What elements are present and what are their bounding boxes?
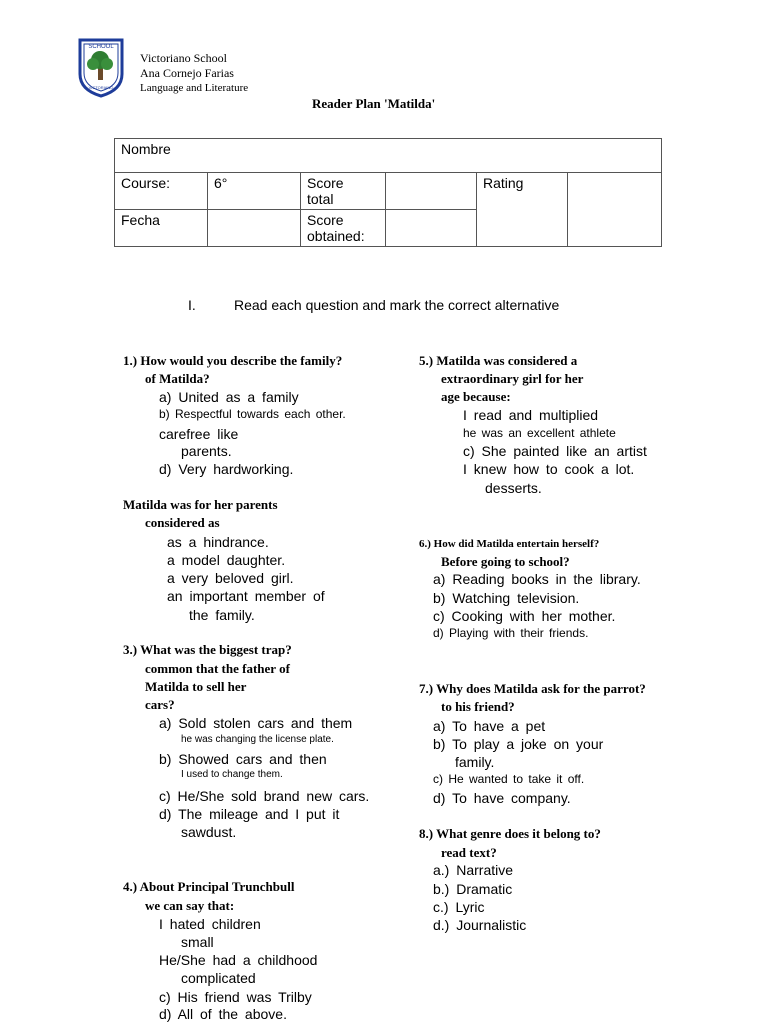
q4-option-c[interactable]: c) His friend was Trilby [159, 989, 312, 1005]
q2-option-b[interactable]: a model daughter. [167, 552, 286, 568]
q6-option-c[interactable]: c) Cooking with her mother. [433, 608, 616, 624]
q6-option-a[interactable]: a) Reading books in the library. [433, 571, 641, 587]
q8-option-a[interactable]: a.) Narrative [433, 862, 514, 878]
q8-option-d[interactable]: d.) Journalistic [433, 917, 527, 933]
q5-option-c[interactable]: c) She painted like an artist [463, 443, 647, 459]
school-name: Victoriano School [140, 51, 227, 65]
section-numeral: I. [188, 297, 196, 313]
fecha-field[interactable] [208, 210, 301, 247]
q6-option-d[interactable]: d) Playing with their friends. [433, 626, 589, 640]
score-total-label: Score total [301, 173, 386, 210]
teacher-name: Ana Cornejo Farias [140, 66, 234, 80]
q2-option-c[interactable]: a very beloved girl. [167, 570, 294, 586]
q1-option-d[interactable]: d) Very hardworking. [159, 461, 294, 477]
page-title: Reader Plan 'Matilda' [312, 96, 436, 111]
q1-option-b[interactable]: b) Respectful towards each other. [159, 407, 346, 421]
q4-option-b[interactable]: He/She had a childhood [159, 952, 318, 968]
q3-option-c[interactable]: c) He/She sold brand new cars. [159, 788, 370, 804]
rating-field[interactable] [568, 173, 662, 247]
q5-option-d[interactable]: I knew how to cook a lot. [463, 461, 635, 477]
q8-option-c[interactable]: c.) Lyric [433, 899, 485, 915]
score-obtained-field[interactable] [386, 210, 477, 247]
q5-option-a[interactable]: I read and multiplied [463, 407, 599, 423]
course-label: Course: [115, 173, 208, 210]
course-value: 6° [208, 173, 301, 210]
q7-option-d[interactable]: d) To have company. [433, 790, 571, 806]
q7-option-c[interactable]: c) He wanted to take it off. [433, 772, 585, 786]
rating-label: Rating [477, 173, 568, 247]
fecha-label: Fecha [115, 210, 208, 247]
svg-text:VICTORIANO: VICTORIANO [88, 85, 114, 90]
q5-option-b[interactable]: he was an excellent athlete [463, 426, 616, 440]
score-total-field[interactable] [386, 173, 477, 210]
q4-option-d[interactable]: d) All of the above. [159, 1006, 287, 1022]
section-instruction: Read each question and mark the correct alternative [234, 297, 560, 313]
student-info-table [114, 138, 662, 247]
school-logo [78, 38, 124, 98]
svg-text:SCHOOL: SCHOOL [88, 44, 114, 50]
q7-option-b[interactable]: b) To play a joke on your [433, 736, 604, 752]
subject-name: Language and Literature [140, 82, 249, 94]
q8-option-b[interactable]: b.) Dramatic [433, 881, 513, 897]
q2-option-a[interactable]: as a hindrance. [167, 534, 269, 550]
score-obtained-label: Score obtained: [301, 210, 386, 247]
nombre-field[interactable]: Nombre [115, 139, 662, 173]
q6-option-b[interactable]: b) Watching television. [433, 590, 580, 606]
q3-option-d[interactable]: d) The mileage and I put it [159, 806, 340, 822]
q2-option-d[interactable]: an important member of [167, 588, 325, 604]
q3-option-a[interactable]: a) Sold stolen cars and them [159, 715, 353, 731]
q7-option-a[interactable]: a) To have a pet [433, 718, 546, 734]
q3-option-b[interactable]: b) Showed cars and then [159, 751, 327, 767]
q1-option-a[interactable]: a) United as a family [159, 389, 299, 405]
q4-option-a[interactable]: I hated children [159, 916, 261, 932]
q1-option-c[interactable]: carefree like [159, 426, 239, 442]
